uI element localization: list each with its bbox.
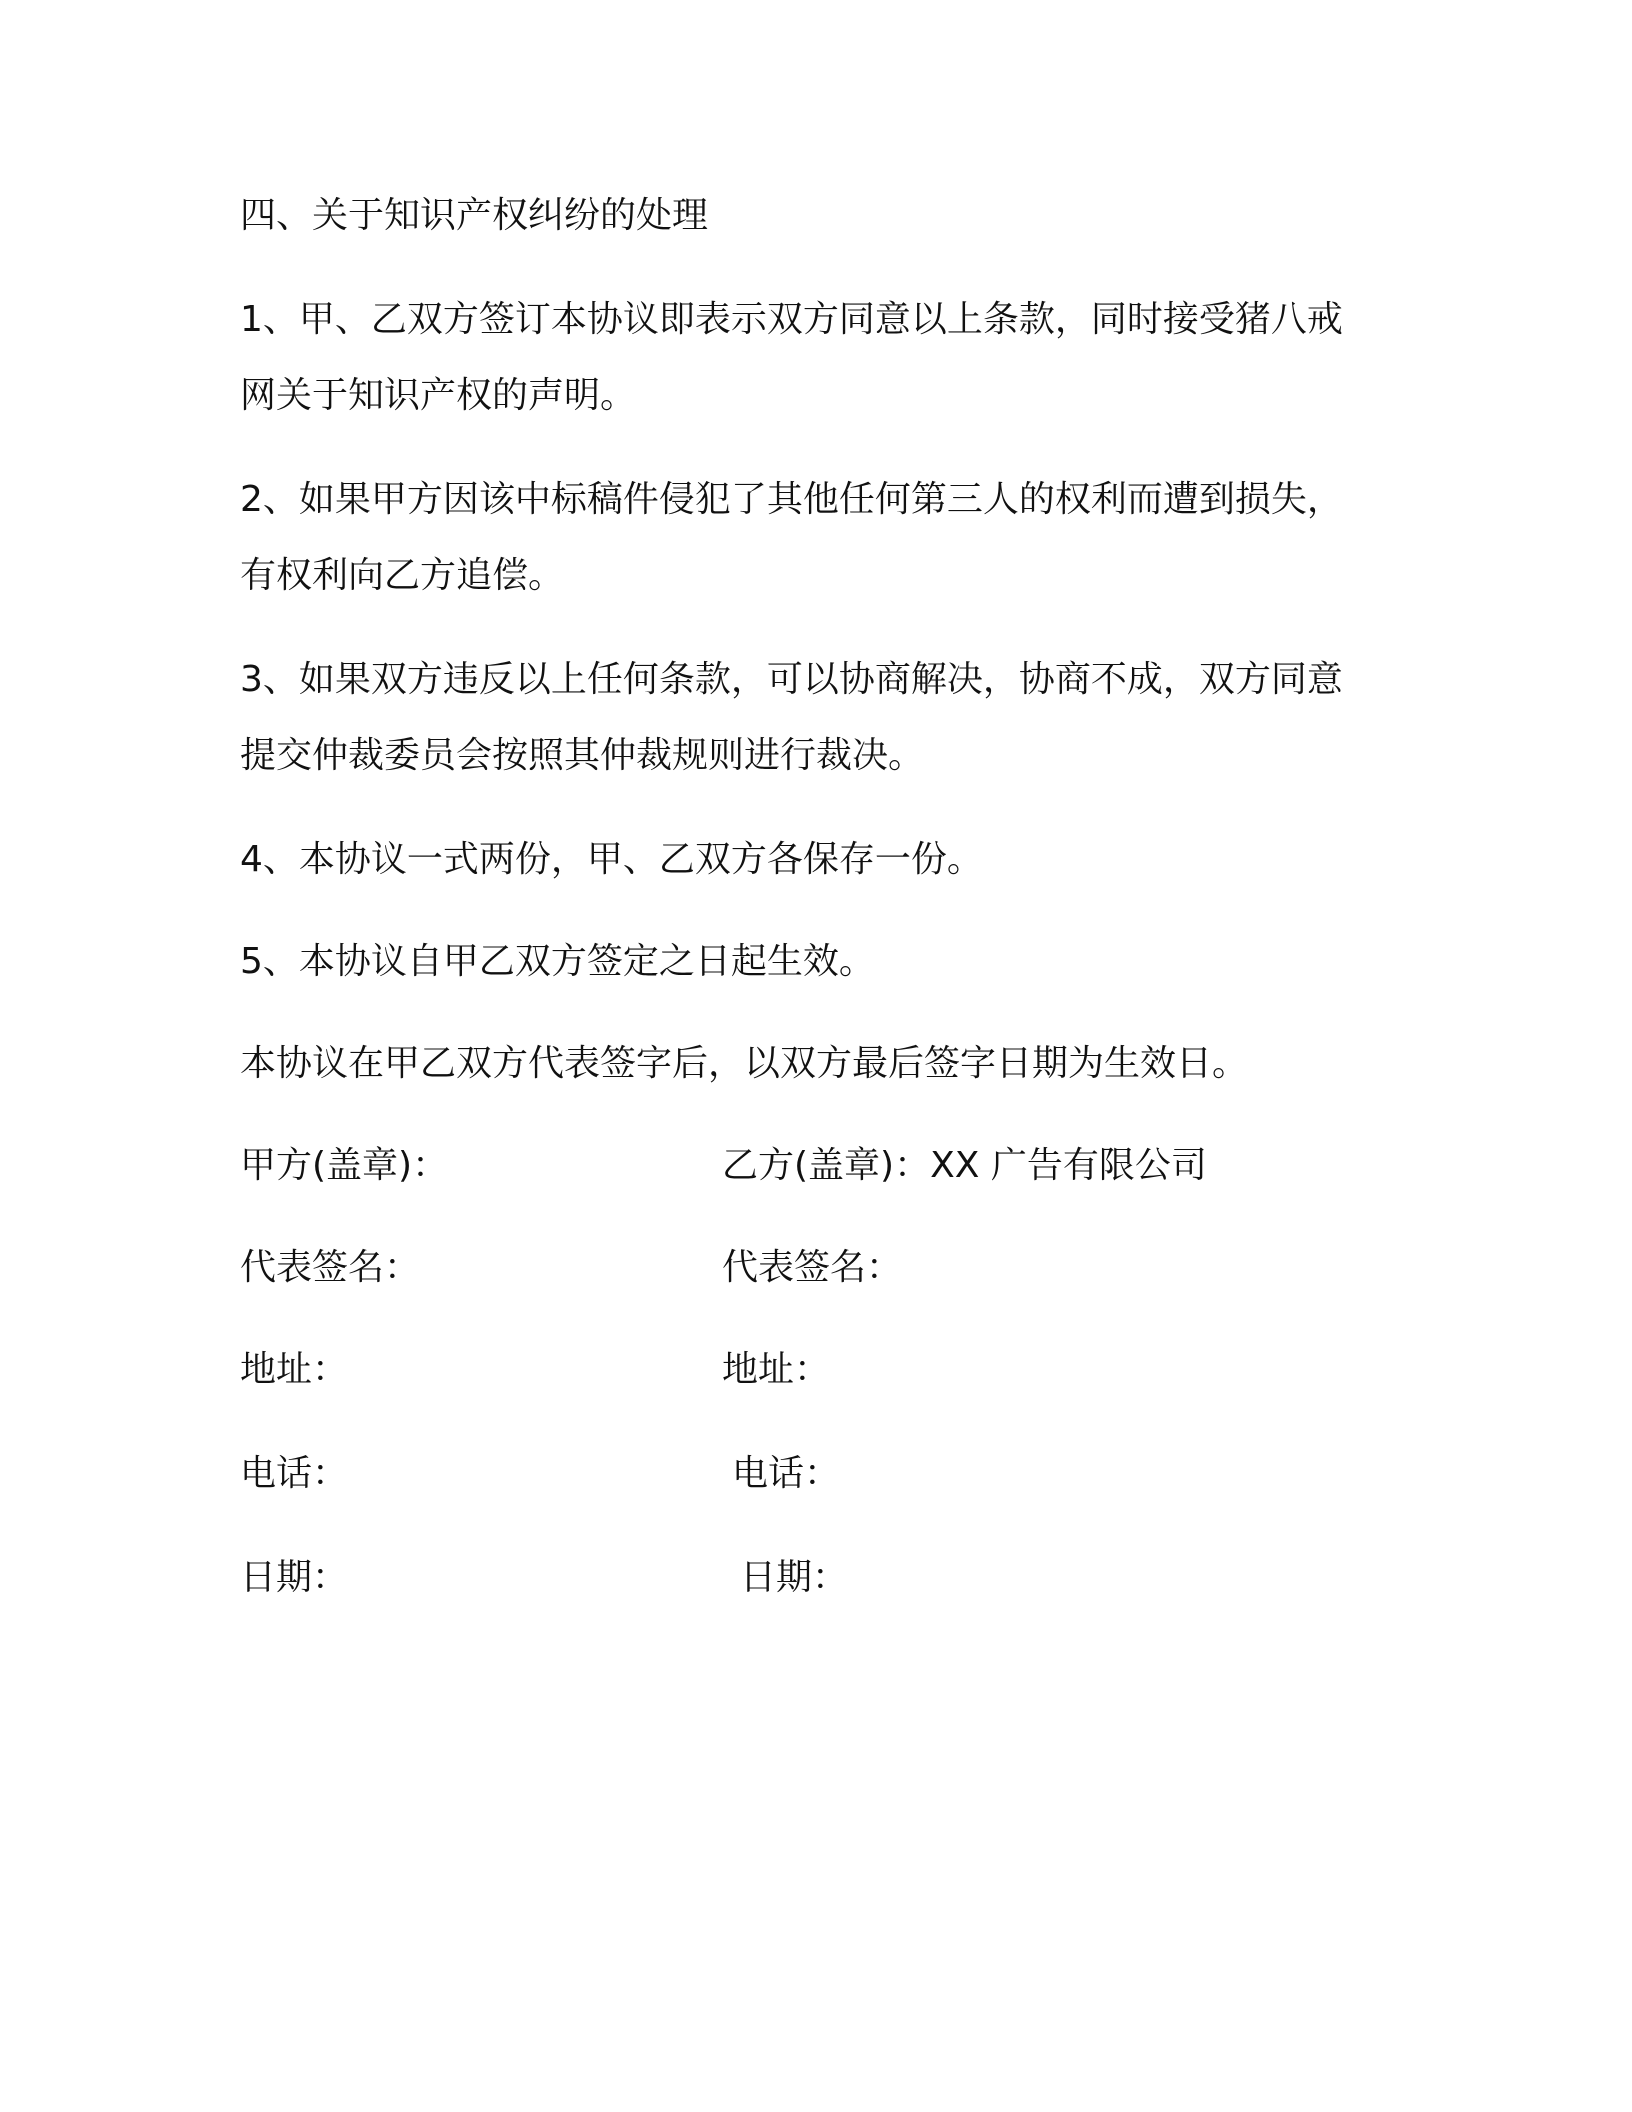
party-b-date-label: 日期： — [740, 1557, 849, 1598]
section-title: 四、关于知识产权纠纷的处理 — [240, 195, 709, 236]
clause-2-line-1: 2、如果甲方因该中标稿件侵犯了其他任何第三人的权利而遭到损失， — [240, 479, 1343, 520]
party-b-address-label: 地址： — [722, 1349, 831, 1390]
clause-5: 5、本协议自甲乙双方签定之日起生效。 — [240, 941, 875, 982]
clause-1-line-1: 1、甲、乙双方签订本协议即表示双方同意以上条款，同时接受猪八戒 — [240, 299, 1343, 340]
clause-3-line-2: 提交仲裁委员会按照其仲裁规则进行裁决。 — [240, 735, 925, 776]
clause-3-line-1: 3、如果双方违反以上任何条款，可以协商解决，协商不成，双方同意 — [240, 659, 1343, 700]
party-b-representative-label: 代表签名： — [722, 1247, 903, 1288]
clause-1-line-2: 网关于知识产权的声明。 — [240, 375, 637, 416]
clause-4: 4、本协议一式两份，甲、乙双方各保存一份。 — [240, 839, 983, 880]
party-a-address-label: 地址： — [240, 1349, 349, 1390]
party-b-phone-label: 电话： — [732, 1453, 841, 1494]
party-a-phone-label: 电话： — [240, 1453, 349, 1494]
party-a-seal-label: 甲方(盖章)： — [240, 1145, 449, 1186]
party-b-seal-label: 乙方(盖章)：XX 广告有限公司 — [722, 1145, 1207, 1186]
clause-2-line-2: 有权利向乙方追偿。 — [240, 555, 565, 596]
party-a-date-label: 日期： — [240, 1557, 349, 1598]
party-a-representative-label: 代表签名： — [240, 1247, 421, 1288]
effective-note: 本协议在甲乙双方代表签字后，以双方最后签字日期为生效日。 — [240, 1043, 1249, 1084]
